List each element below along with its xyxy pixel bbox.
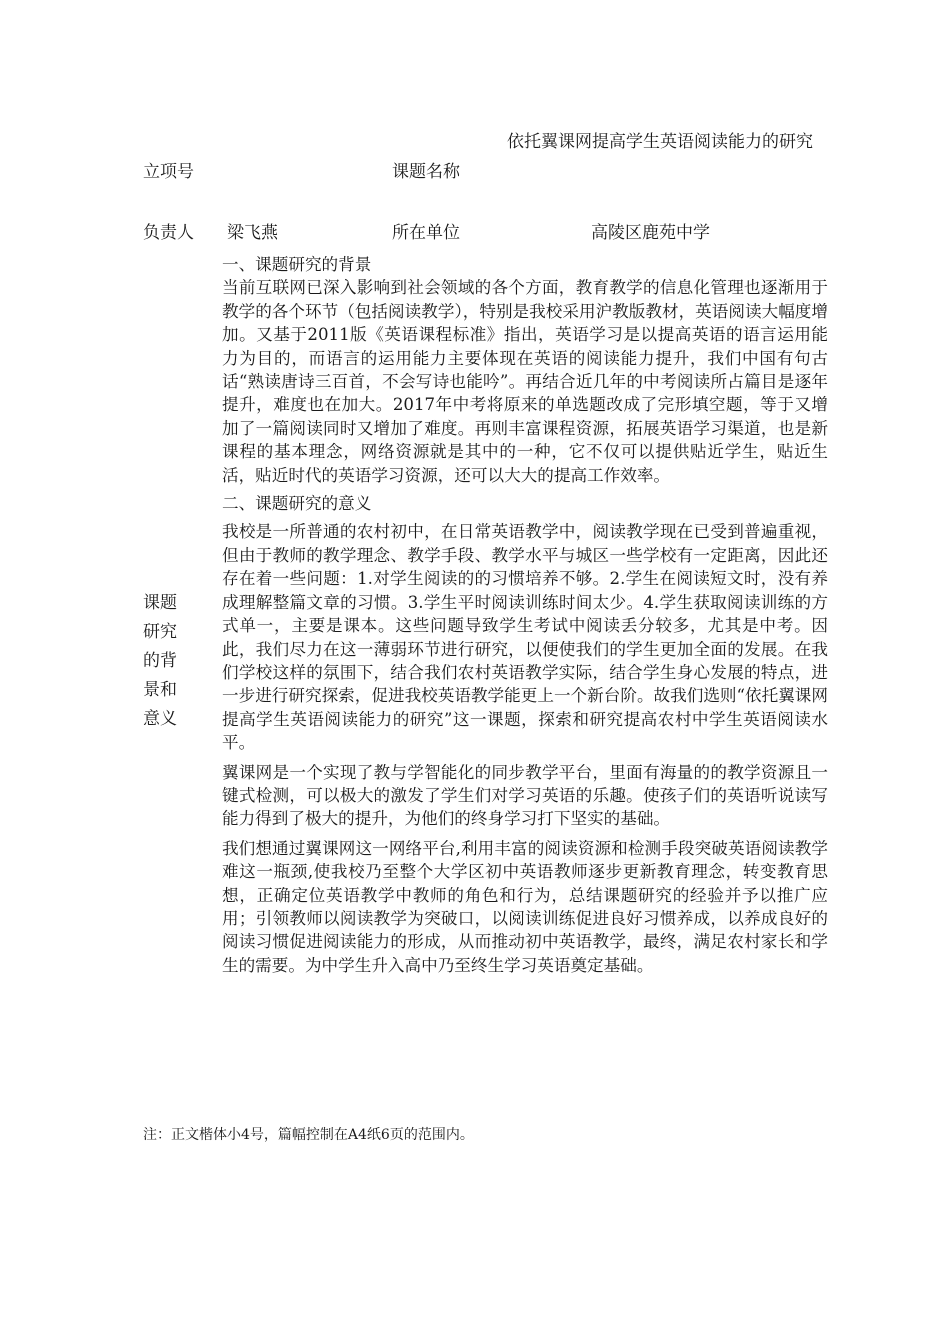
heading-significance: 二、课题研究的意义 (222, 494, 372, 514)
heading-background: 一、课题研究的背景 (222, 255, 372, 274)
topic-title-value: 依托翼课网提高学生英语阅读能力的研究 (507, 132, 813, 152)
paragraph-background: 当前互联网已深入影响到社会领域的各个方面，教育教学的信息化管理也逐渐用于教学的各个环节（包括阅读教学），特别是我校采用沪教版教材，英语阅读大幅度增加。又基于2011版《英语课程标准》指出，英语学习是以提高英语的语言运用能力为目的，而语言的运用能力主要体现在英语的阅读能力提升，我们中国有句古话“熟读唐诗三百首，不会写诗也能吟”。再结合近几年的中考阅读所占篇目是逐年提升，难度也在加大。2017年中考将原来的单选题改成了完形填空题，等于又增加了一篇阅读同时又增加了难度。再则丰富课程资源，拓展英语学习渠道，也是新课程的基本理念，网络资源就是其中的一种，它不仅可以提供贴近学生，贴近生活，贴近时代的英语学习资源，还可以大大的提高工作效率。 (222, 278, 828, 485)
topic-title-label: 课题名称 (392, 162, 460, 182)
project-number-label: 立项号 (143, 162, 194, 182)
unit-value: 高陵区鹿苑中学 (591, 223, 710, 243)
paragraph-platform: 翼课网是一个实现了教与学智能化的同步教学平台，里面有海量的的教学资源且一键式检测，可以极大的激发了学生们对学习英语的乐趣。使孩子们的英语听说读写能力得到了极大的提升，为他们的终身学习打下坚实的基础。 (222, 762, 828, 829)
section-body (222, 253, 828, 977)
paragraph-significance: 我校是一所普通的农村初中，在日常英语教学中，阅读教学现在已受到普遍重视，但由于教师的教学理念、教学手段、教学水平与城区一些学校有一定距离，因此还存在着一些问题：1.对学生阅读的的习惯培养不够。2.学生在阅读短文时，没有养成理解整篇文章的习惯。3.学生平时阅读训练时间太少。4.学生获取阅读训练的方式单一，主要是课本。这些问题导致学生考试中阅读丢分较多，尤其是中考。因此，我们尽力在这一薄弱环节进行研究，以便使我们的学生更加全面的发展。在我们学校这样的氛围下，结合我们农村英语教学实际，结合学生身心发展的特点，进一步进行研究探索，促进我校英语教学能更上一个新台阶。故我们选则“依托翼课网提高学生英语阅读能力的研究”这一课题，探索和研究提高农村中学生英语阅读水平。 (222, 522, 828, 753)
section-side-label: 课题研究的背景和意义 (143, 593, 177, 729)
leader-value: 梁飞燕 (227, 223, 278, 243)
leader-label: 负责人 (143, 223, 194, 243)
footnote: 注：正文楷体小4号，篇幅控制在A4纸6页的范围内。 (143, 1127, 474, 1143)
paragraph-goals: 我们想通过翼课网这一网络平台,利用丰富的阅读资源和检测手段突破英语阅读教学难这一瓶颈,使我校乃至整个大学区初中英语教师逐步更新教育理念，转变教育思想，正确定位英语教学中教师的角色和行为，总结课题研究的经验并予以推广应用；引领教师以阅读教学为突破口，以阅读训练促进良好习惯养成，以养成良好的阅读习惯促进阅读能力的形成，从而推动初中英语教学，最终，满足农村家长和学生的需要。为中学生升入高中乃至终生学习英语奠定基础。 (222, 838, 828, 975)
unit-label: 所在单位 (392, 223, 460, 243)
